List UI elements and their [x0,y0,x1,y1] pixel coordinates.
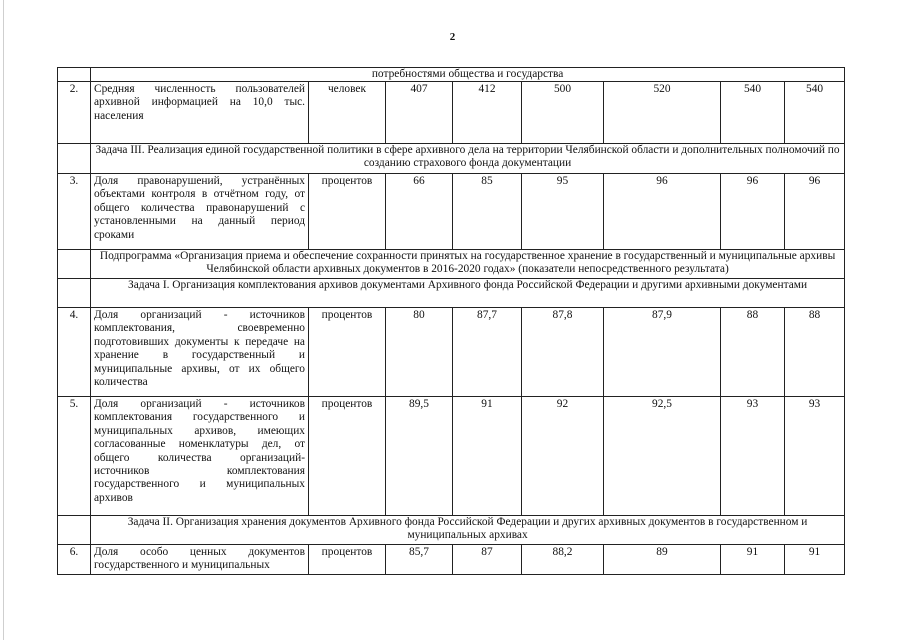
table-row [58,308,845,397]
task-heading: Задача II. Организация хранения документов Архивного фонда Российской Федерации и других архивных документов в государственном и муниципальных архивах [91,516,845,545]
value-cell: 91 [721,545,785,575]
value-cell: 407 [386,82,453,144]
value-cell: 500 [522,82,604,144]
indicator-name: Доля особо ценных документов государственного и муниципальных [91,545,309,575]
value-cell: 88 [721,308,785,397]
value-cell: 87,8 [522,308,604,397]
value-cell: 80 [386,308,453,397]
indicators-table [57,67,845,575]
subprogram-heading: Подпрограмма «Организация приема и обеспечение сохранности принятых на государственное хранение в государственный и муниципальные архивы Челябинской области архивных документов в 2016-2020 годах» (показатели непосредственного результата) [91,250,845,279]
value-cell: 85 [453,174,522,250]
row-number: 4. [58,308,91,397]
table-row-task-heading [58,144,845,174]
value-cell: 88,2 [522,545,604,575]
scan-left-edge [3,0,4,640]
value-cell: 540 [785,82,845,144]
table-row-task-heading [58,279,845,308]
value-cell: 92,5 [604,397,721,516]
table-row-task-heading [58,516,845,545]
value-cell: 92 [522,397,604,516]
unit: человек [309,82,386,144]
value-cell: 91 [785,545,845,575]
row-number-cell [58,250,91,279]
indicator-name: Доля организаций - источников комплектования государственного и муниципальных архивов, имеющих согласованные номенклатуры дел, от общего количества организаций-источников комплектования государственного и муниципальных архивов [91,397,309,516]
value-cell: 96 [721,174,785,250]
row-number: 3. [58,174,91,250]
value-cell: 87,9 [604,308,721,397]
value-cell: 412 [453,82,522,144]
value-cell: 540 [721,82,785,144]
table-row [58,174,845,250]
row-number-cell [58,279,91,308]
value-cell: 89,5 [386,397,453,516]
indicator-name: Доля организаций - источников комплектования, своевременно подготовивших документы к передаче на хранение в государственный и муниципальные архивы, от их общего количества [91,308,309,397]
row-number-cell [58,68,91,82]
value-cell: 87,7 [453,308,522,397]
table-row-subprogram-heading [58,250,845,279]
value-cell: 96 [785,174,845,250]
table-row [58,82,845,144]
unit: процентов [309,308,386,397]
value-cell: 93 [785,397,845,516]
value-cell: 88 [785,308,845,397]
value-cell: 93 [721,397,785,516]
value-cell: 520 [604,82,721,144]
value-cell: 89 [604,545,721,575]
task-heading: Задача I. Организация комплектования архивов документами Архивного фонда Российской Федерации и другими архивными документами [91,279,845,308]
value-cell: 95 [522,174,604,250]
value-cell: 87 [453,545,522,575]
value-cell: 91 [453,397,522,516]
table-row [58,545,845,575]
task-heading: Задача III. Реализация единой государственной политики в сфере архивного дела на территории Челябинской области и дополнительных полномочий по созданию страхового фонда документации [91,144,845,174]
row-number: 5. [58,397,91,516]
row-number: 6. [58,545,91,575]
row-number: 2. [58,82,91,144]
row-number-cell [58,516,91,545]
unit: процентов [309,397,386,516]
page-number: 2 [449,31,456,43]
row-number-cell [58,144,91,174]
unit: процентов [309,545,386,575]
table-row [58,397,845,516]
value-cell: 96 [604,174,721,250]
indicator-name: Доля правонарушений, устранённых объектами контроля в отчётном году, от общего количества правонарушений с установленными на данный период сроками [91,174,309,250]
indicator-name: Средняя численность пользователей архивной информацией на 10,0 тыс. населения [91,82,309,144]
value-cell: 66 [386,174,453,250]
continuation-text: потребностями общества и государства [91,68,845,82]
unit: процентов [309,174,386,250]
table-row-header-continuation [58,68,845,82]
value-cell: 85,7 [386,545,453,575]
